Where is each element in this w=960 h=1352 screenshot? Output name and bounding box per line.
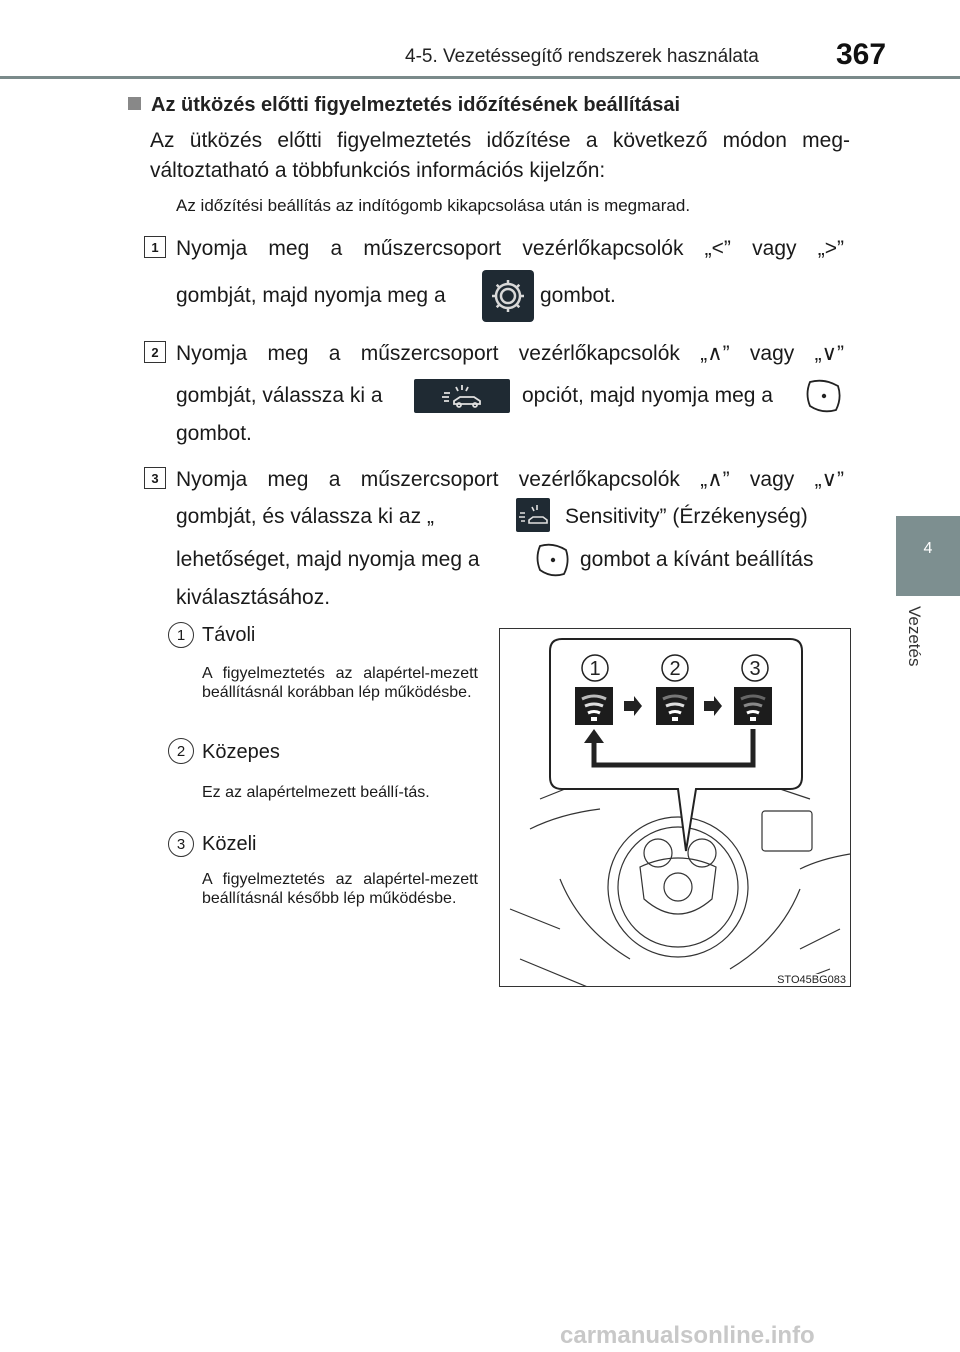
step-2-line3: gombot. [176,422,252,445]
chapter-label: Vezetés [905,606,924,667]
chapter-label-wrap [906,606,926,686]
step-2-line1: Nyomja meg a műszercsoport vezérlőkapcsolók „∧” vagy „∨” [176,342,844,365]
ok-button-icon [802,376,846,416]
gear-icon [482,270,534,322]
chapter-number: 4 [923,540,933,557]
section-title-text: Az ütközés előtti figyelmeztetés időzítésének beállításai [151,94,681,116]
figure-label-1: 1 [589,658,601,680]
option-desc-2: Ez az alapértelmezett beállí-tás. [202,784,430,801]
step-number-2: 2 [144,341,166,363]
watermark: carmanualsonline.info [560,1322,815,1349]
option-number-3: 3 [168,831,194,857]
page-number: 367 [836,38,887,71]
sensitivity-near-icon [734,687,772,725]
step-1-line2a: gombját, majd nyomja meg a [176,284,446,307]
step-2-line2b: opciót, majd nyomja meg a [522,384,773,407]
sensitivity-far-icon [575,687,613,725]
step-2-line2a: gombját, válassza ki a [176,384,383,407]
intro-paragraph: Az ütközés előtti figyelmeztetés időzítése a következő módon meg-változtatható a többfunkciós információs kijelzőn: [150,129,850,182]
option-number-1: 1 [168,622,194,648]
option-title-3: Közeli [202,833,257,855]
header-title: 4-5. Vezetéssegítő rendszerek használata [405,46,759,67]
dashboard-illustration [500,629,851,987]
step-number-1: 1 [144,236,166,258]
sensitivity-middle-icon [656,687,694,725]
section-title [128,94,680,117]
figure-code: STO45BG083 [777,974,846,986]
figure-label-2: 2 [669,658,681,680]
option-title-1: Távoli [202,624,256,646]
figure-label-3: 3 [749,658,761,680]
step-1-line1: Nyomja meg a műszercsoport vezérlőkapcsolók „<” vagy „>” [176,237,844,260]
option-desc-1: A figyelmeztetés az alapértel-mezett beállításnál korábban lép működésbe. [202,665,478,701]
step-3-line1: Nyomja meg a műszercsoport vezérlőkapcsolók „∧” vagy „∨” [176,468,844,491]
step-3-line4: kiválasztásához. [176,586,331,609]
step-1-line2b: gombot. [540,284,616,307]
step-3-line3a: lehetőséget, majd nyomja meg a [176,548,480,571]
option-desc-3: A figyelmeztetés az alapértel-mezett beállításnál később lép működésbe. [202,871,478,907]
pcs-menu-icon [414,379,510,413]
intro-note: Az időzítési beállítás az indítógomb kikapcsolása után is megmarad. [176,196,691,215]
step-3-line3b: gombot a kívánt beállítás [580,548,814,571]
step-3-line2b: Sensitivity” (Érzékenység) [565,505,808,528]
sensitivity-icon [516,498,550,532]
option-title-2: Közepes [202,741,280,763]
step-3-line2a: gombját, és válassza ki az „ [176,505,434,528]
ok-button-icon-2 [532,540,574,580]
step-number-3: 3 [144,467,166,489]
header-divider [0,76,960,79]
option-number-2: 2 [168,738,194,764]
square-bullet-icon [128,97,141,110]
illustration-figure [499,628,851,987]
